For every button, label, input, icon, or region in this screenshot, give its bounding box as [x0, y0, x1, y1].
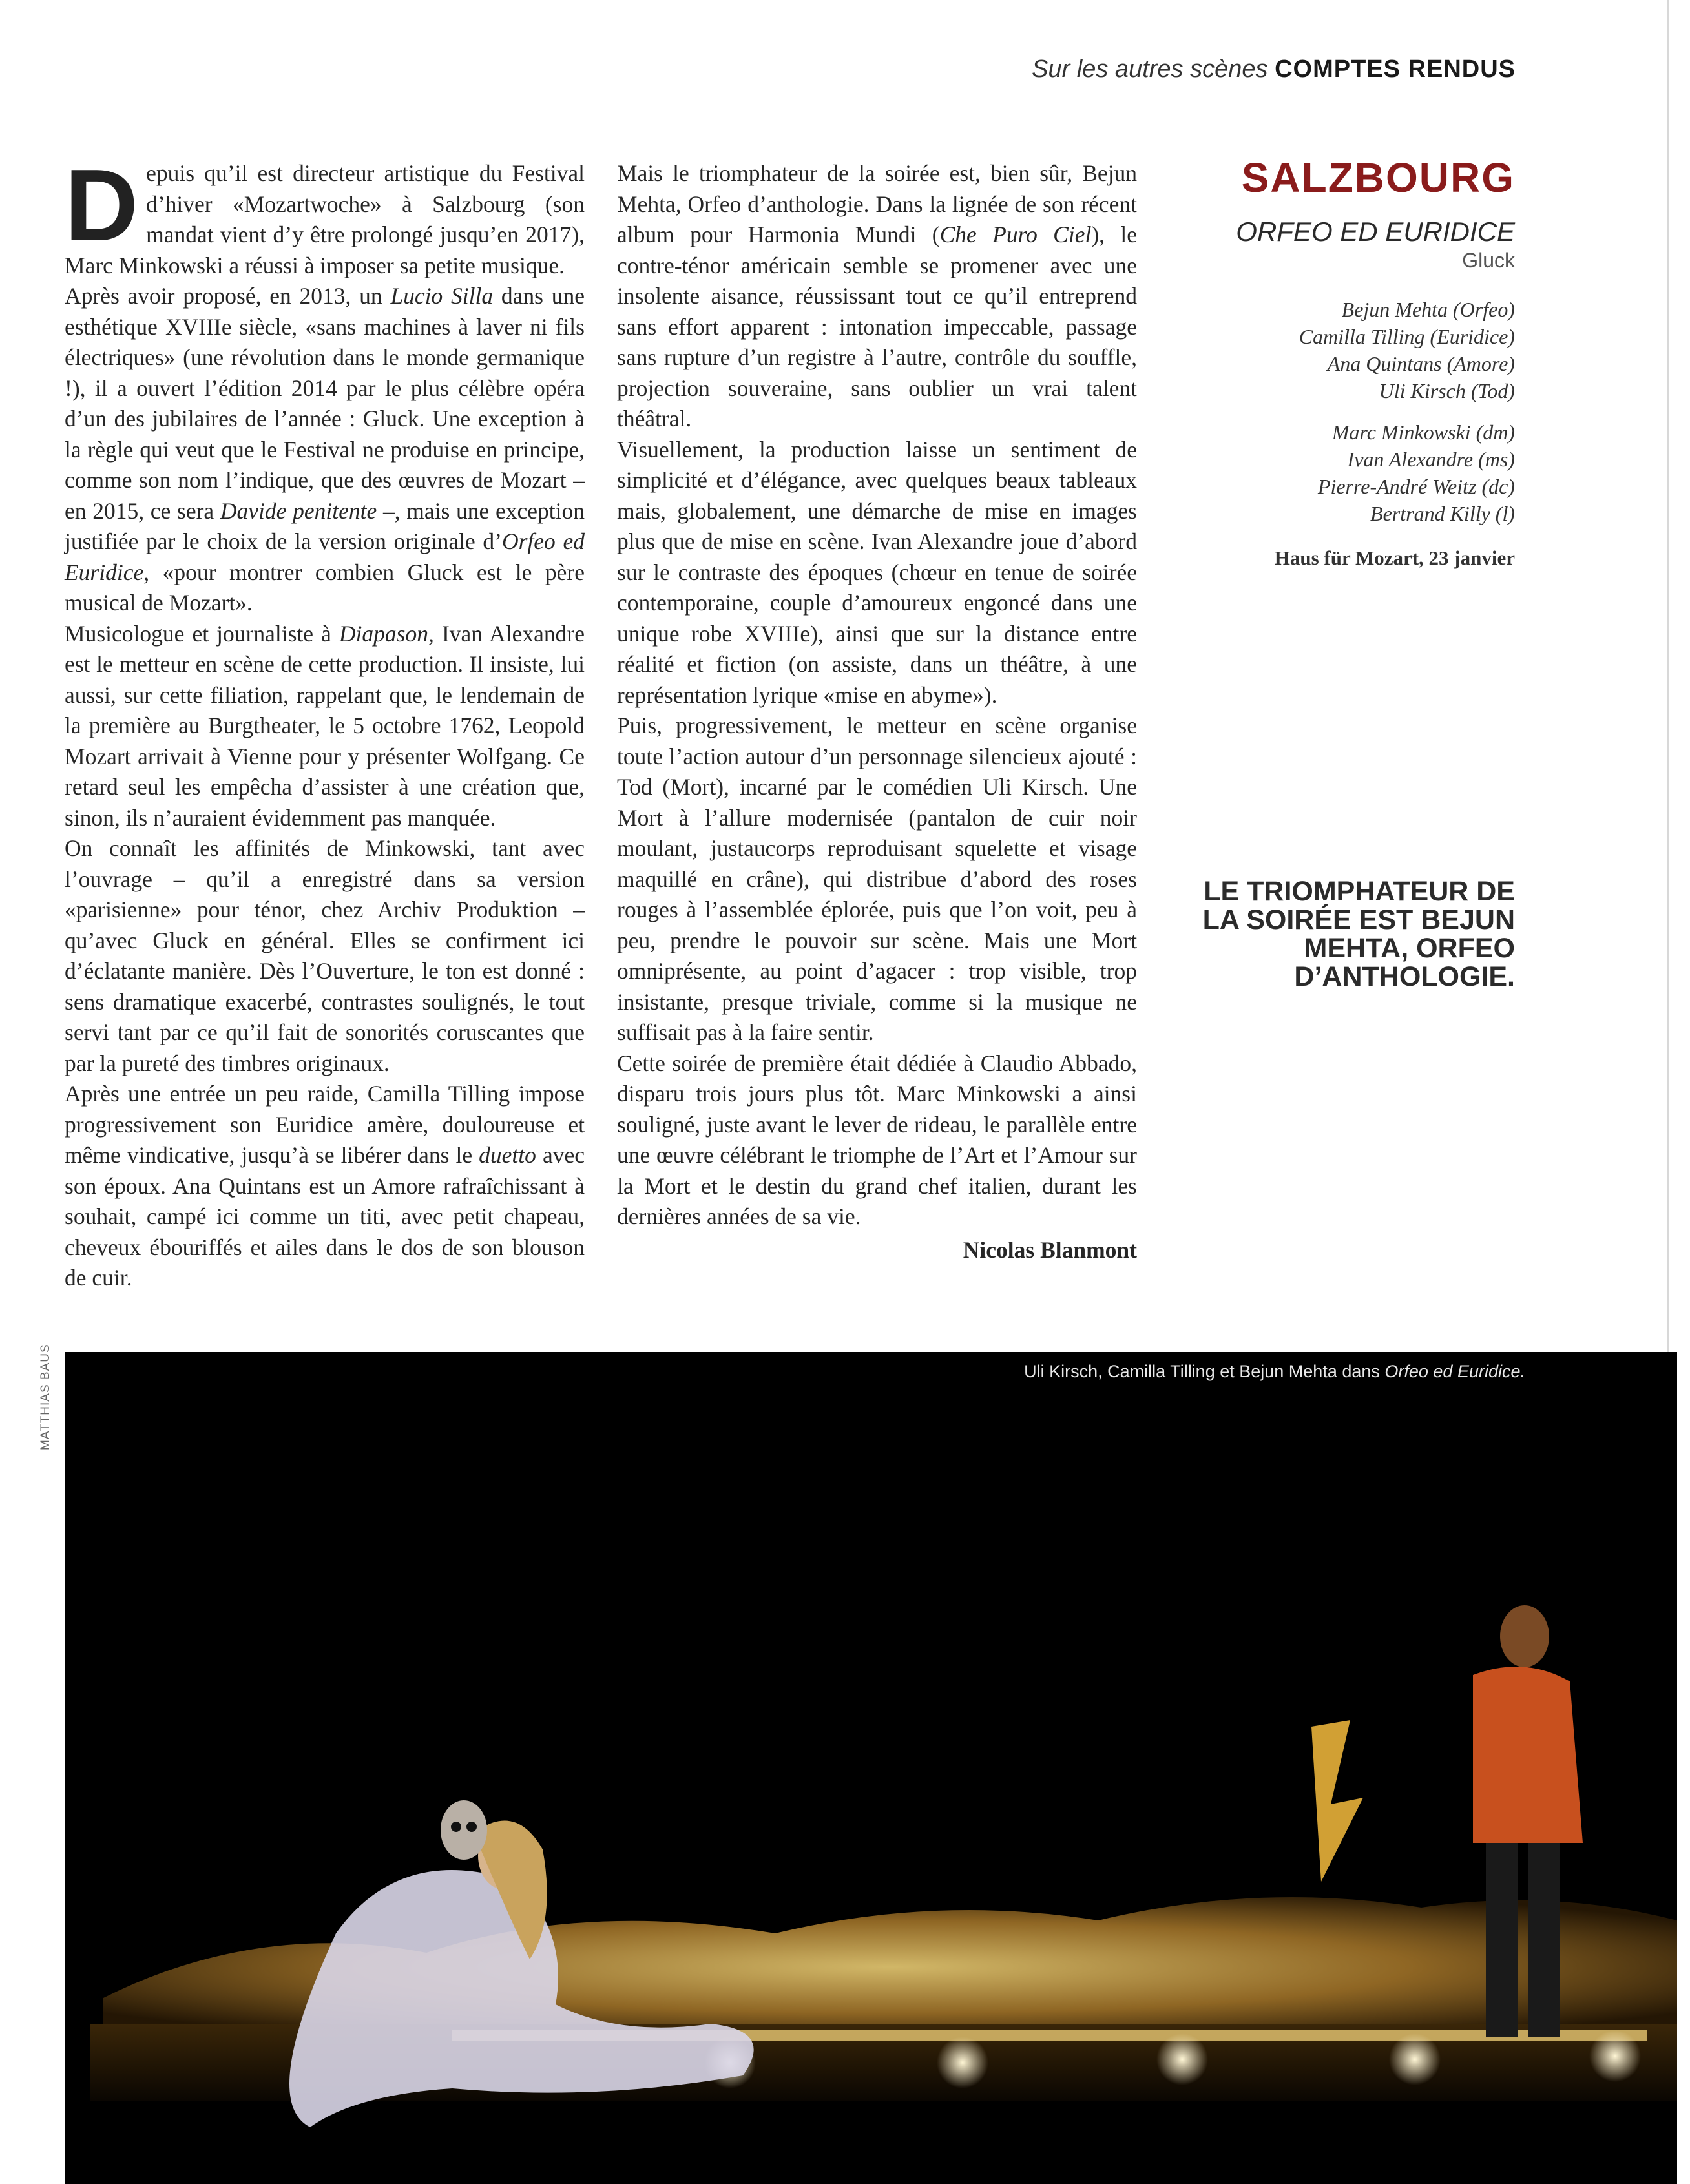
team-item: Ivan Alexandre (ms) [1347, 448, 1515, 471]
paragraph-4: On connaît les affinités de Minkowski, tant avec l’ouvrage – qu’il a enregistré dans sa version «parisienne» pour ténor, chez Archiv Produktion – qu’avec Gluck en général. Elles se confirment ici d’éclatante manière. Dès l’Ouverture, le ton est donné : sens dramatique exacerbé, contrastes soulignés, le tout servi tant par ce qu’il fait de sonorités coruscantes que par la pureté des timbres originaux. [65, 835, 585, 1076]
pull-quote: LE TRIOMPHATEUR DE LA SOIRÉE EST BEJUN MEHTA, ORFEO D’ANTHOLOGIE. [1202, 876, 1515, 992]
paragraph-6: Mais le triomphateur de la soirée est, bien sûr, Bejun Mehta, Orfeo d’anthologie. Dans la lignée de son récent album pour Harmonia Mundi (Che Puro Ciel), le contre-ténor américain semble se promener avec une insolente aisance, réussissant tout ce qu’il entreprend sans effort apparent : intonation impeccable, passage sans rupture d’un registre à l’autre, contrôle du souffle, projection souveraine, sans oublier un vrai talent théâtral. [617, 160, 1137, 432]
paragraph-7: Visuellement, la production laisse un sentiment de simplicité et d’élégance, avec quelques beaux tableaux mais, globalement, une démarche de mise en images plus que de mise en scène. Ivan Alexandre joue d’abord sur le contraste des époques (chœur en tenue de soirée contemporaine, couple d’amoureux engoncé dans une unique robe XVIIIe), ainsi que sur la distance entre réalité et fiction (on assiste, dans un théâtre, à une représentation lyrique «mise en abyme»). [617, 436, 1137, 708]
review-info-box [1176, 152, 1515, 570]
composer-name: Gluck [1462, 249, 1515, 272]
article-column-2 [617, 158, 1137, 1265]
paragraph-9: Cette soirée de première était dédiée à Claudio Abbado, disparu trois jours plus tôt. Marc Minkowski a ainsi souligné, juste avant le lever de rideau, le parallèle entre une œuvre célébrant le triomphe de l’Art et l’Amour sur la Mort et le destin du grand chef italien, durant les dernières années de sa vie. [617, 1050, 1137, 1229]
team-item: Pierre-André Weitz (dc) [1317, 475, 1515, 498]
team-item: Bertrand Killy (l) [1370, 502, 1515, 525]
stage-scene-illustration [65, 1352, 1677, 2184]
paragraph-8: Puis, progressivement, le metteur en scène organise toute l’action autour d’un personnage silencieux ajouté : Tod (Mort), incarné par le comédien Uli Kirsch. Une Mort à l’allure modernisée (pantalon de cuir noir moulant, justaucorps reproduisant squelette et visage maquillé en crâne), qui distribue d’abord des roses rouges à l’assemblée éplorée, puis que l’on voit, peu à peu, prendre le pouvoir sur scène. Mais une Mort omniprésente, au point d’agacer : trop visible, trop insistante, presque triviale, comme si la musique ne suffisait pas à la faire sentir. [617, 712, 1137, 1045]
venue-date: Haus für Mozart, 23 janvier [1274, 546, 1515, 569]
city-heading: SALZBOURG [1241, 154, 1515, 201]
work-title: ORFEO ED EURIDICE [1236, 216, 1515, 247]
running-head [1032, 56, 1516, 83]
team-item: Marc Minkowski (dm) [1331, 421, 1515, 444]
photo-caption: Uli Kirsch, Camilla Tilling et Bejun Mehta dans Orfeo ed Euridice. [1024, 1362, 1525, 1381]
production-photo [65, 1352, 1677, 2184]
article-column-1 [65, 149, 585, 1294]
author-byline: Nicolas Blanmont [963, 1236, 1137, 1263]
paragraph-1: Depuis qu’il est directeur artistique du Festival d’hiver «Mozartwoche» à Salzbourg (son mandat vient d’y être prolongé jusqu’en 2017), Marc Minkowski a réussi à imposer sa petite musique. [65, 149, 585, 278]
paragraph-2: Après avoir proposé, en 2013, un Lucio Silla dans une esthétique XVIIIe siècle, «sans machines à laver ni fils électriques» (une révolution dans le monde germanique !), il a ouvert l’édition 2014 par le plus célèbre opéra d’un des jubilaires de l’année : Gluck. Une exception à la règle qui veut que le Festival ne produise en principe, comme son nom l’indique, que des œuvres de Mozart – en 2015, ce sera Davide penitente –, mais une exception justifiée par le choix de la version originale d’Orfeo ed Euridice, «pour montrer combien Gluck est le père musical de Mozart». [65, 283, 585, 616]
cast-item: Bejun Mehta (Orfeo) [1341, 298, 1515, 321]
cast-item: Uli Kirsch (Tod) [1379, 379, 1515, 402]
cast-item: Ana Quintans (Amore) [1327, 352, 1515, 375]
death-figure [441, 1800, 487, 1860]
production-team-list [1176, 419, 1515, 527]
section-label: Sur les autres scènes [1032, 56, 1268, 83]
paragraph-5: Après une entrée un peu raide, Camilla Tilling impose progressivement son Euridice amère, douloureuse et même vindicative, jusqu’à se libérer dans le duetto avec son époux. Ana Quintans est un Amore rafraîchissant à souhait, campé ici comme un titi, avec petit chapeau, cheveux ébouriffés et ailes dans le dos de son blouson de cuir. [65, 1081, 585, 1291]
rubric-label: COMPTES RENDUS [1275, 56, 1516, 83]
cast-list [1176, 296, 1515, 404]
drop-cap: D [65, 149, 139, 262]
photo-credit: MATTHIAS BAUS [39, 1344, 52, 1450]
cast-item: Camilla Tilling (Euridice) [1299, 325, 1515, 348]
paragraph-3: Musicologue et journaliste à Diapason, Ivan Alexandre est le metteur en scène de cette production. Il insiste, lui aussi, sur cette filiation, rappelant que, le lendemain de la première au Burgtheater, le 5 octobre 1762, Leopold Mozart arrivait à Vienne pour y présenter Wolfgang. Ce retard seul les empêcha d’assister à une création que, sinon, ils n’auraient évidemment pas manquée. [65, 620, 585, 831]
